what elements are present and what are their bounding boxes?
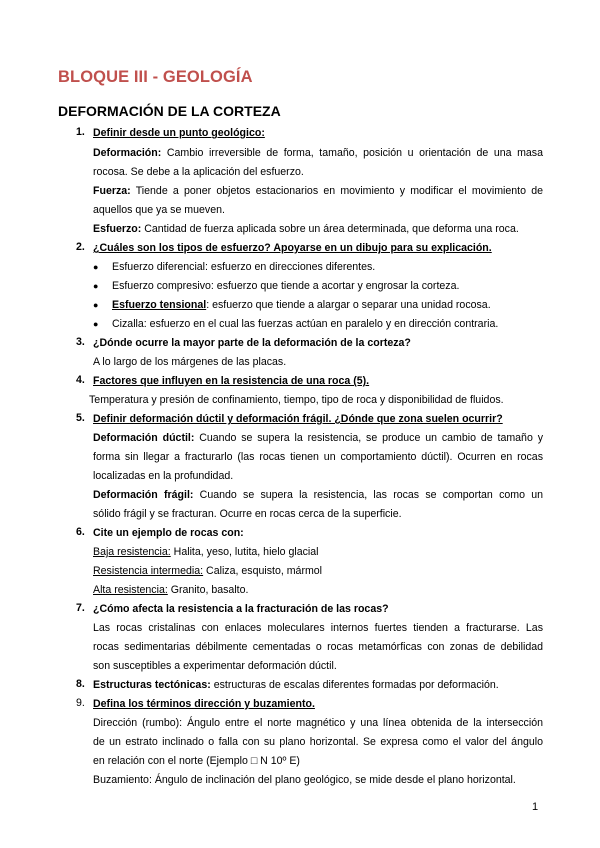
question-number: 4. bbox=[76, 374, 85, 386]
definition-deformacion bbox=[93, 146, 543, 160]
bullet-icon: ● bbox=[93, 300, 99, 310]
definition-text: Cuando se supera la resistencia, se produce un cambio de tamaño y bbox=[194, 432, 543, 444]
rock-list: Caliza, esquisto, mármol bbox=[203, 565, 323, 577]
rock-list: Halita, yeso, lutita, hielo glacial bbox=[170, 546, 319, 558]
term: Fuerza: bbox=[93, 185, 131, 197]
definition-ductil bbox=[93, 431, 543, 445]
list-item: Esfuerzo compresivo: esfuerzo que tiende a acortar y engrosar la corteza. bbox=[112, 280, 460, 292]
section-heading: DEFORMACIÓN DE LA CORTEZA bbox=[58, 103, 281, 119]
rock-example bbox=[93, 545, 319, 559]
definition-fragil bbox=[93, 488, 543, 502]
bullet-icon: ● bbox=[93, 281, 99, 291]
question-number: 8. bbox=[76, 678, 85, 690]
question-6: Cite un ejemplo de rocas con: bbox=[93, 527, 244, 539]
definition-text: aquellos que ya se mueven. bbox=[93, 204, 225, 216]
question-9: Defina los términos dirección y buzamiento. bbox=[93, 698, 315, 710]
answer-text: estructuras de escalas diferentes formadas por deformación. bbox=[210, 679, 499, 691]
definition-text: sólido frágil y se fracturan. Ocurre en rocas cerca de la superficie. bbox=[93, 508, 402, 520]
question-number: 2. bbox=[76, 241, 85, 253]
question-2: ¿Cuáles son los tipos de esfuerzo? Apoyarse en un dibujo para su explicación. bbox=[93, 242, 492, 254]
answer-text: Las rocas cristalinas con enlaces moleculares internos fuertes tienden a fracturarse. Las bbox=[93, 622, 543, 634]
definition-text: Cantidad de fuerza aplicada sobre un área determinada, que deforma una roca. bbox=[141, 223, 519, 235]
answer-text: son susceptibles a experimentar deformación dúctil. bbox=[93, 660, 337, 672]
definition-text: rocosa. Se debe a la aplicación del esfuerzo. bbox=[93, 166, 304, 178]
resistance-label: Resistencia intermedia: bbox=[93, 565, 204, 577]
definition-text: Cuando se supera la resistencia, las rocas se comportan como un bbox=[193, 489, 543, 501]
question-4: Factores que influyen en la resistencia de una roca (5). bbox=[93, 375, 370, 387]
question-number: 1. bbox=[76, 126, 85, 138]
definition-text: Cambio irreversible de forma, tamaño, posición u orientación de una masa bbox=[161, 147, 543, 159]
term: Estructuras tectónicas: bbox=[93, 679, 211, 691]
answer-text: A lo largo de los márgenes de las placas. bbox=[93, 356, 287, 368]
resistance-label: Alta resistencia: bbox=[93, 584, 168, 596]
list-item: Cizalla: esfuerzo en el cual las fuerzas actúan en paralelo y en dirección contraria. bbox=[112, 318, 499, 330]
answer-text: Temperatura y presión de confinamiento, tiempo, tipo de roca y disponibilidad de fluidos. bbox=[89, 394, 504, 406]
page-number: 1 bbox=[532, 801, 539, 813]
term: Esfuerzo: bbox=[93, 223, 142, 235]
question-7: ¿Cómo afecta la resistencia a la fracturación de las rocas? bbox=[93, 603, 389, 615]
question-number: 9. bbox=[76, 697, 85, 709]
term: Esfuerzo tensional bbox=[112, 299, 207, 311]
term: Deformación frágil: bbox=[93, 489, 194, 501]
document-title: BLOQUE III - GEOLOGÍA bbox=[58, 68, 253, 86]
list-item-text: : esfuerzo que tiende a alargar o separar una unidad rocosa. bbox=[206, 299, 491, 311]
list-item bbox=[112, 298, 491, 312]
bullet-icon: ● bbox=[93, 262, 99, 272]
question-5: Definir deformación dúctil y deformación frágil. ¿Dónde que zona suelen ocurrir? bbox=[93, 413, 503, 425]
definition-fuerza bbox=[93, 184, 543, 198]
question-number: 6. bbox=[76, 526, 85, 538]
question-3: ¿Dónde ocurre la mayor parte de la deformación de la corteza? bbox=[93, 337, 411, 349]
question-1: Definir desde un punto geológico: bbox=[93, 127, 265, 139]
definition-esfuerzo bbox=[93, 222, 519, 236]
definition-text: localizadas en la profundidad. bbox=[93, 470, 234, 482]
resistance-label: Baja resistencia: bbox=[93, 546, 171, 558]
definition-text: forma sin llegar a fracturarlo (las rocas tienen un comportamiento dúctil). Ocurren en rocas bbox=[93, 451, 543, 463]
term: Deformación: bbox=[93, 147, 162, 159]
answer-text: Dirección (rumbo): Ángulo entre el norte magnético y una línea obtenida de la intersección bbox=[93, 717, 543, 729]
answer-text: en relación con el norte (Ejemplo □ N 10º E) bbox=[93, 755, 300, 767]
term: Deformación dúctil: bbox=[93, 432, 195, 444]
rock-example bbox=[93, 564, 322, 578]
question-8 bbox=[93, 678, 499, 692]
answer-text: rocas sedimentarias débilmente cementadas o rocas metamórficas con zonas de debilidad bbox=[93, 641, 543, 653]
answer-text: de un estrato inclinado o falla con su plano horizontal. Se expresa como el valor del ángulo bbox=[93, 736, 543, 748]
question-number: 3. bbox=[76, 336, 85, 348]
question-number: 7. bbox=[76, 602, 85, 614]
answer-text: Buzamiento: Ángulo de inclinación del plano geológico, se mide desde el plano horizontal. bbox=[93, 774, 516, 786]
definition-text: Tiende a poner objetos estacionarios en movimiento y modificar el movimiento de bbox=[130, 185, 543, 197]
list-item: Esfuerzo diferencial: esfuerzo en direcciones diferentes. bbox=[112, 261, 376, 273]
bullet-icon: ● bbox=[93, 319, 99, 329]
rock-list: Granito, basalto. bbox=[167, 584, 249, 596]
question-number: 5. bbox=[76, 412, 85, 424]
rock-example bbox=[93, 583, 248, 597]
